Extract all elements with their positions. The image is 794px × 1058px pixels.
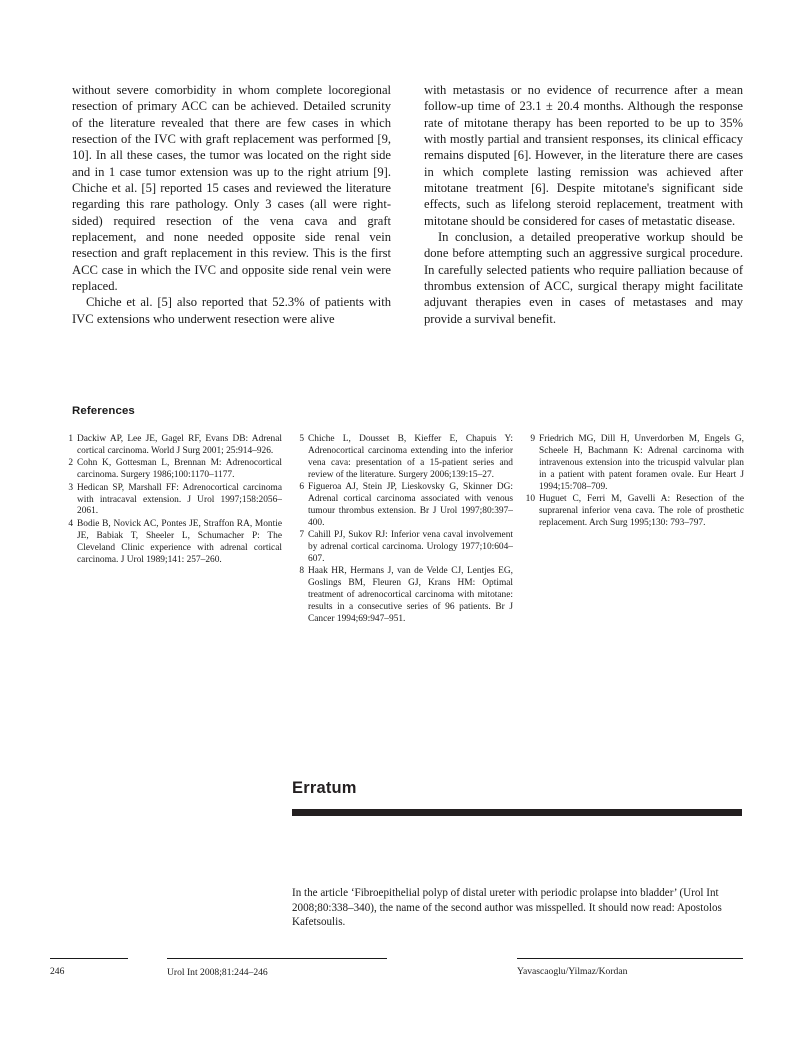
reference-item (293, 434, 513, 482)
footer-rule-center (167, 958, 387, 959)
footer-rule-left (50, 958, 128, 959)
references-column-1 (62, 434, 282, 627)
footer-citation: Urol Int 2008;81:244–246 (167, 967, 268, 978)
reference-text: Hedican SP, Marshall FF: Adrenocortical carcinoma with intracaval extension. J Urol 1997;158:2056–2061. (77, 482, 282, 517)
reference-number: 5 (299, 434, 304, 444)
footer-authors: Yavascaoglu/Yilmaz/Kordan (517, 966, 628, 977)
reference-number: 10 (525, 494, 535, 505)
reference-number: 4 (68, 518, 73, 529)
reference-number: 8 (299, 566, 304, 577)
paragraph: In conclusion, a detailed preoperative workup should be done before attempting such an aggressive surgical procedure. In carefully selected patients who require palliation because of thrombus extension of ACC, surgical therapy might facilitate adjuvant therapies even in cases of metastases and may provide a survival benefit. (424, 230, 743, 326)
reference-text: Chiche L, Dousset B, Kieffer E, Chapuis Y: Adrenocortical carcinoma extending into the inferior vena cava: presentation of a 15-patient series and review of the literature. Surgery 2006;139:15–27. (308, 434, 513, 480)
reference-item (293, 530, 513, 566)
article-body (72, 82, 743, 327)
reference-item (62, 483, 282, 519)
reference-number: 6 (299, 482, 304, 493)
references-column-2 (293, 434, 513, 627)
reference-item (524, 434, 744, 494)
reference-number: 7 (299, 530, 304, 541)
footer-page-number: 246 (50, 966, 65, 977)
reference-number: 1 (68, 434, 73, 444)
reference-text: Cahill PJ, Sukov RJ: Inferior vena caval involvement by adrenal cortical carcinoma. Urology 1977;10:604–607. (308, 530, 513, 565)
reference-text: Friedrich MG, Dill H, Unverdorben M, Engels G, Scheele H, Bachmann K: Adrenal carcinoma with intravenous extension into the tricuspid valvular plan in a patient with patent foramen ovale. Eur Heart J 1994;15:708–709. (539, 434, 744, 492)
reference-text: Figueroa AJ, Stein JP, Lieskovsky G, Skinner DG: Adrenal cortical carcinoma associated with venous tumour thrombus extension. Br J Urol 1997;80:397–400. (308, 482, 513, 528)
references-heading: References (72, 405, 135, 417)
reference-item (62, 519, 282, 567)
footer-rule-right (517, 958, 743, 959)
article-column-right (424, 82, 743, 327)
paragraph: with metastasis or no evidence of recurrence after a mean follow-up time of 23.1 ± 20.4 months. Although the response rate of mitotane therapy has been reported to be up to 35% with mostly partial and transient responses, its clinical efficacy remains disputed [6]. However, in the literature there are cases in which complete lasting remission was achieved after mitotane treatment [6]. Despite mitotane's significant side effects, such as lifelong steroid replacement, treatment with mitotane should be considered for cases of metastatic disease. (424, 83, 743, 228)
erratum-body-text: In the article ‘Fibroepithelial polyp of distal ureter with periodic prolapse into bladder’ (Urol Int 2008;80:338–340), the name of the second author was misspelled. It should now read: Apostolos Kafetsoulis. (292, 887, 722, 929)
reference-text: Dackiw AP, Lee JE, Gagel RF, Evans DB: Adrenal cortical carcinoma. World J Surg 2001; 25:914–926. (77, 434, 282, 456)
reference-item (62, 458, 282, 482)
paragraph: Chiche et al. [5] also reported that 52.3% of patients with IVC extensions who underwent resection were alive (72, 295, 391, 326)
reference-text: Bodie B, Novick AC, Pontes JE, Straffon RA, Montie JE, Babiak T, Sheeler L, Schumacher P: The Cleveland Clinic experience with adrenal cortical carcinoma. J Urol 1989;141: 257–260. (77, 518, 282, 565)
paragraph: without severe comorbidity in whom complete locoregional resection of primary ACC can be achieved. Detailed scrunity of the literature revealed that there are few cases in which resection of the IVC with graft replacement was performed [9, 10]. In all these cases, the tumor was located on the right side and in 1 case tumor extension was up to the right atrium [9]. Chiche et al. [5] reported 15 cases and reviewed the literature regarding this rare pathology. Only 3 cases (all were right-sided) required resection of the vena cava and graft replacement, and none needed opposite side renal vein resection and graft replacement in this review. This is the first ACC case in which the IVC and opposite side renal vein were replaced. (72, 83, 391, 294)
erratum-divider (292, 809, 742, 816)
reference-item (293, 566, 513, 626)
references-column-3 (524, 434, 744, 627)
reference-text: Cohn K, Gottesman L, Brennan M: Adrenocortical carcinoma. Surgery 1986;100:1170–1177. (77, 458, 282, 481)
reference-item (293, 482, 513, 530)
reference-number: 9 (530, 434, 535, 444)
reference-text: Haak HR, Hermans J, van de Velde CJ, Lentjes EG, Goslings BM, Fleuren GJ, Krans HM: Optimal treatment of adrenocortical carcinoma with mitotane: results in a consecutive series of 96 patients. Br J Cancer 1994;69:947–951. (308, 566, 513, 625)
reference-number: 2 (68, 458, 73, 469)
article-column-left (72, 82, 391, 327)
erratum-heading: Erratum (292, 779, 357, 797)
reference-item (524, 494, 744, 530)
reference-text: Huguet C, Ferri M, Gavelli A: Resection of the suprarenal inferior vena cava. The role of prosthetic replacement. Arch Surg 1995;130: 793–797. (539, 494, 744, 528)
references-list (62, 434, 746, 627)
reference-item (62, 434, 282, 458)
reference-number: 3 (68, 482, 73, 493)
